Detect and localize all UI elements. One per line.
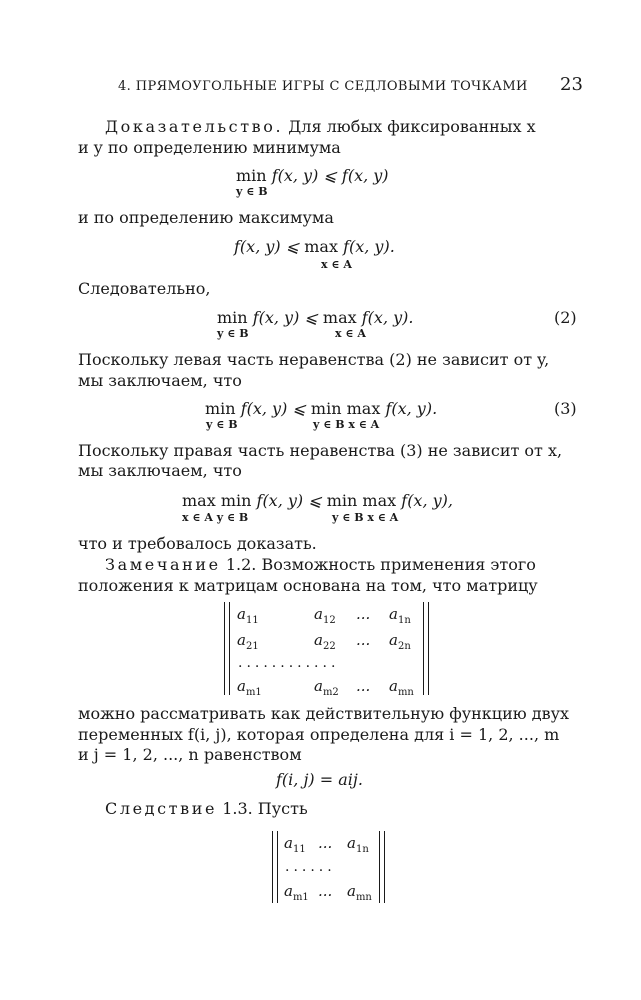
matrix-1-cell: $a_{11}$	[237, 605, 259, 626]
matrix-1-cell: ...	[356, 677, 371, 695]
matrix-1-cell: ...	[356, 605, 371, 623]
remark-line-1	[105, 557, 536, 573]
text-left-side-2: мы заключаем, что	[78, 371, 242, 390]
proof-line-1-rest: Для любых фиксированных x	[288, 117, 536, 136]
matrix-1-cell: $a_{12}$	[314, 605, 336, 626]
matrix-1-cell: ...	[356, 631, 371, 649]
matrix-1-cell: $a_{22}$	[314, 631, 336, 652]
eq-a-expr: min f(x, y) ⩽ f(x, y)	[236, 166, 389, 185]
eq-b-subscript: x ∈ A	[321, 258, 352, 271]
matrix-1-dots-row: ............	[238, 655, 340, 671]
remark-line-1-rest: 1.2. Возможность применения этого	[225, 555, 536, 574]
text-function-2: переменных f(i, j), которая определена для i = 1, 2, ..., m	[78, 725, 560, 744]
matrix-1-cell: $a_{m2}$	[314, 677, 339, 698]
matrix-1-right-bar	[423, 602, 429, 695]
matrix-1-cell: $a_{2n}$	[389, 631, 411, 652]
matrix-2-cell: ...	[318, 882, 333, 900]
matrix-1-cell: $a_{mn}$	[389, 677, 414, 698]
eq-b-expr: f(x, y) ⩽ max f(x, y).	[234, 237, 395, 256]
matrix-2-cell: ...	[318, 834, 333, 852]
eq-4-expr: max min f(x, y) ⩽ min max f(x, y),	[182, 491, 453, 510]
corollary-heading: Следствие	[105, 799, 218, 818]
remark-line-2: положения к матрицам основана на том, что матрицу	[78, 576, 538, 595]
text-consequently: Следовательно,	[78, 279, 211, 298]
eq-a-subscript: y ∈ B	[236, 185, 268, 198]
eq-4-subscript-2: y ∈ B x ∈ A	[332, 511, 399, 524]
matrix-2-cell: $a_{mn}$	[347, 882, 372, 903]
eq-2-expr: min f(x, y) ⩽ max f(x, y).	[217, 308, 414, 327]
matrix-2-left-bar	[272, 831, 278, 903]
matrix-2-dots-row: ......	[285, 859, 336, 875]
eq-definition: f(i, j) = aij.	[276, 770, 363, 789]
text-function-3: и j = 1, 2, ..., n равенством	[78, 745, 302, 764]
matrix-2-cell: $a_{11}$	[284, 834, 306, 855]
text-qed: что и требовалось доказать.	[78, 534, 317, 553]
eq-3-subscript-2: y ∈ B x ∈ A	[313, 418, 380, 431]
running-title: 4. ПРЯМОУГОЛЬНЫЕ ИГРЫ С СЕДЛОВЫМИ ТОЧКАМИ	[118, 79, 528, 94]
page-number: 23	[560, 74, 583, 95]
eq-3-number: (3)	[554, 399, 577, 418]
matrix-1-left-bar	[224, 602, 230, 695]
matrix-1-cell: $a_{m1}$	[237, 677, 262, 698]
proof-line-2: и y по определению минимума	[78, 138, 341, 157]
eq-3-expr: min f(x, y) ⩽ min max f(x, y).	[205, 399, 438, 418]
text-left-side-1: Поскольку левая часть неравенства (2) не зависит от y,	[78, 350, 550, 369]
matrix-2-cell: $a_{1n}$	[347, 834, 369, 855]
corollary-rest: 1.3. Пусть	[222, 799, 308, 818]
eq-2-subscript-1: y ∈ B	[217, 327, 249, 340]
text-function-1: можно рассматривать как действительную функцию двух	[78, 704, 570, 723]
proof-line-1	[105, 119, 536, 135]
matrix-2-right-bar	[379, 831, 385, 903]
matrix-1-cell: $a_{1n}$	[389, 605, 411, 626]
corollary-line	[105, 801, 308, 817]
eq-4-subscript-1: x ∈ A y ∈ B	[182, 511, 249, 524]
proof-heading: Доказательство.	[105, 117, 284, 136]
text-right-side-1: Поскольку правая часть неравенства (3) не зависит от x,	[78, 441, 563, 460]
text-max-definition: и по определению максимума	[78, 208, 334, 227]
remark-heading: Замечание	[105, 555, 221, 574]
eq-2-subscript-2: x ∈ A	[335, 327, 366, 340]
matrix-2-cell: $a_{m1}$	[284, 882, 309, 903]
text-right-side-2: мы заключаем, что	[78, 461, 242, 480]
eq-2-number: (2)	[554, 308, 577, 327]
eq-3-subscript-1: y ∈ B	[206, 418, 238, 431]
matrix-1-cell: $a_{21}$	[237, 631, 259, 652]
